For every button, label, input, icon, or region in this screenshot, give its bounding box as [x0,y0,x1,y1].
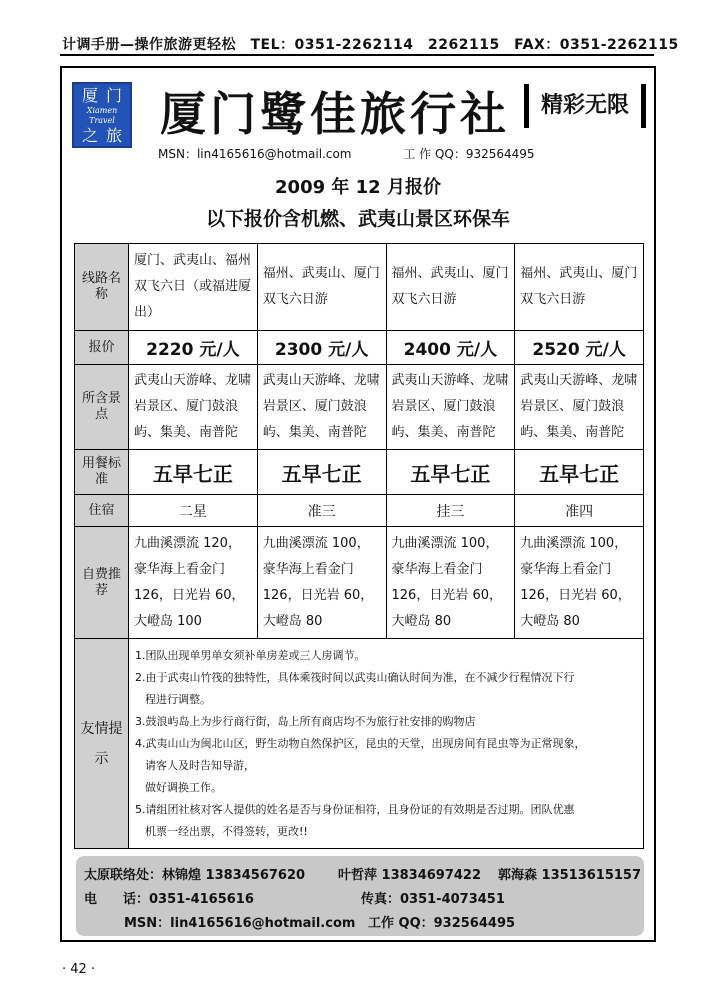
spots-cell: 武夷山天游峰、龙啸岩景区、厦门鼓浪屿、集美、南普陀 [386,365,515,450]
logo-char: 厦 [81,86,98,105]
slogan-badge: 精彩无限 [524,84,646,128]
meal-cell: 五早七正 [129,450,258,495]
hotel-cell: 二星 [129,495,258,527]
row-label: 线路名称 [75,244,129,331]
hotel-cell: 挂三 [386,495,515,527]
tips-cell [129,639,644,849]
logo-char: 门 [105,86,122,105]
route-cell: 福州、武夷山、厦门双飞六日游 [257,244,386,331]
hotel-cell: 准四 [515,495,644,527]
contact-panel [76,856,644,936]
quote-subtitle: 以下报价含机燃、武夷山景区环保车 [205,208,510,230]
extra-cell: 九曲溪漂流 120，豪华海上看金门 126，日光岩 60，大嶝岛 100 [129,527,258,639]
tip-line: 4.武夷山山为闽北山区，野生动物自然保护区，昆虫的天堂，出现房间有昆虫等为正常现象， [135,736,586,750]
tip-line: 做好调换工作。 [145,780,222,794]
price-cell: 2300 元/人 [257,331,386,365]
tip-line: 1.团队出现单男单女须补单房差或三人房调节。 [135,648,366,662]
tip-line: 程进行调整。 [145,692,211,706]
extra-cell: 九曲溪漂流 100，豪华海上看金门 126，日光岩 60，大嶝岛 80 [386,527,515,639]
price-cell: 2520 元/人 [515,331,644,365]
phone-text: 电 话：0351-4165616 [84,892,254,907]
route-cell: 福州、武夷山、厦门双飞六日游 [515,244,644,331]
quote-title: 2009 年 12 月报价 [275,177,441,198]
msn-text: MSN：lin4165616@hotmail.com [124,916,356,931]
hotel-row [75,495,644,527]
tip-line: 机票一经出票，不得签转，更改!! [145,824,308,838]
price-row [75,331,644,365]
meal-cell: 五早七正 [515,450,644,495]
contact-person: 叶哲萍 13834697422 [338,868,482,883]
logo-char: 之 [81,126,98,145]
liaison-row [84,864,305,883]
tip-line: 2.由于武夷山竹筏的独特性，具体乘筏时间以武夷山确认时间为准，在不减少行程情况下行 [135,670,575,684]
header-divider [60,54,654,56]
company-name: 厦门鹭佳旅行社 [160,87,510,141]
logo [72,82,132,148]
row-label: 住宿 [75,495,129,527]
page-number: · 42 · [62,962,96,977]
route-cell: 福州、武夷山、厦门双飞六日游 [386,244,515,331]
price-cell: 2220 元/人 [129,331,258,365]
msn-text: MSN：lin4165616@hotmail.com [158,147,352,161]
company-contact [158,145,535,162]
fax-text: 传真：0351-4073451 [361,892,505,907]
logo-english: Xiamen Travel [86,106,118,125]
spots-cell: 武夷山天游峰、龙啸岩景区、厦门鼓浪屿、集美、南普陀 [515,365,644,450]
price-table [74,243,644,849]
spots-row [75,365,644,450]
header-contact-line: 计调手册—操作旅游更轻松 TEL：0351-2262114 2262115 FAX：0351-2262115 [62,37,679,53]
meal-cell: 五早七正 [257,450,386,495]
price-cell: 2400 元/人 [386,331,515,365]
tip-line: 5.请组团社核对客人提供的姓名是否与身份证相符，且身份证的有效期是否过期。团队优惠 [135,802,575,816]
row-label: 所含景点 [75,365,129,450]
row-label: 友情提示 [75,639,129,849]
spots-cell: 武夷山天游峰、龙啸岩景区、厦门鼓浪屿、集美、南普陀 [257,365,386,450]
hotel-cell: 准三 [257,495,386,527]
contact-person: 郭海森 13513615157 [498,868,642,883]
route-row [75,244,644,331]
row-label: 报价 [75,331,129,365]
liaison-label: 太原联络处： [84,868,163,883]
extra-cell: 九曲溪漂流 100，豪华海上看金门 126，日光岩 60，大嶝岛 80 [515,527,644,639]
contact-person: 林锦煌 13834567620 [162,868,306,883]
meal-cell: 五早七正 [386,450,515,495]
tip-line: 请客人及时告知导游， [145,758,255,772]
extra-row [75,527,644,639]
spots-cell: 武夷山天游峰、龙啸岩景区、厦门鼓浪屿、集美、南普陀 [129,365,258,450]
extra-cell: 九曲溪漂流 100，豪华海上看金门 126，日光岩 60，大嶝岛 80 [257,527,386,639]
logo-char: 旅 [105,126,122,145]
row-label: 自费推荐 [75,527,129,639]
qq-text: 工 作 QQ：932564495 [403,147,535,161]
tips-row [75,639,644,849]
route-cell: 厦门、武夷山、福州双飞六日（或福进厦出） [129,244,258,331]
row-label: 用餐标准 [75,450,129,495]
tip-line: 3.鼓浪屿岛上为步行商行街，岛上所有商店均不为旅行社安排的购物店 [135,714,476,728]
qq-text: 工作 QQ：932564495 [368,916,516,931]
meal-row [75,450,644,495]
